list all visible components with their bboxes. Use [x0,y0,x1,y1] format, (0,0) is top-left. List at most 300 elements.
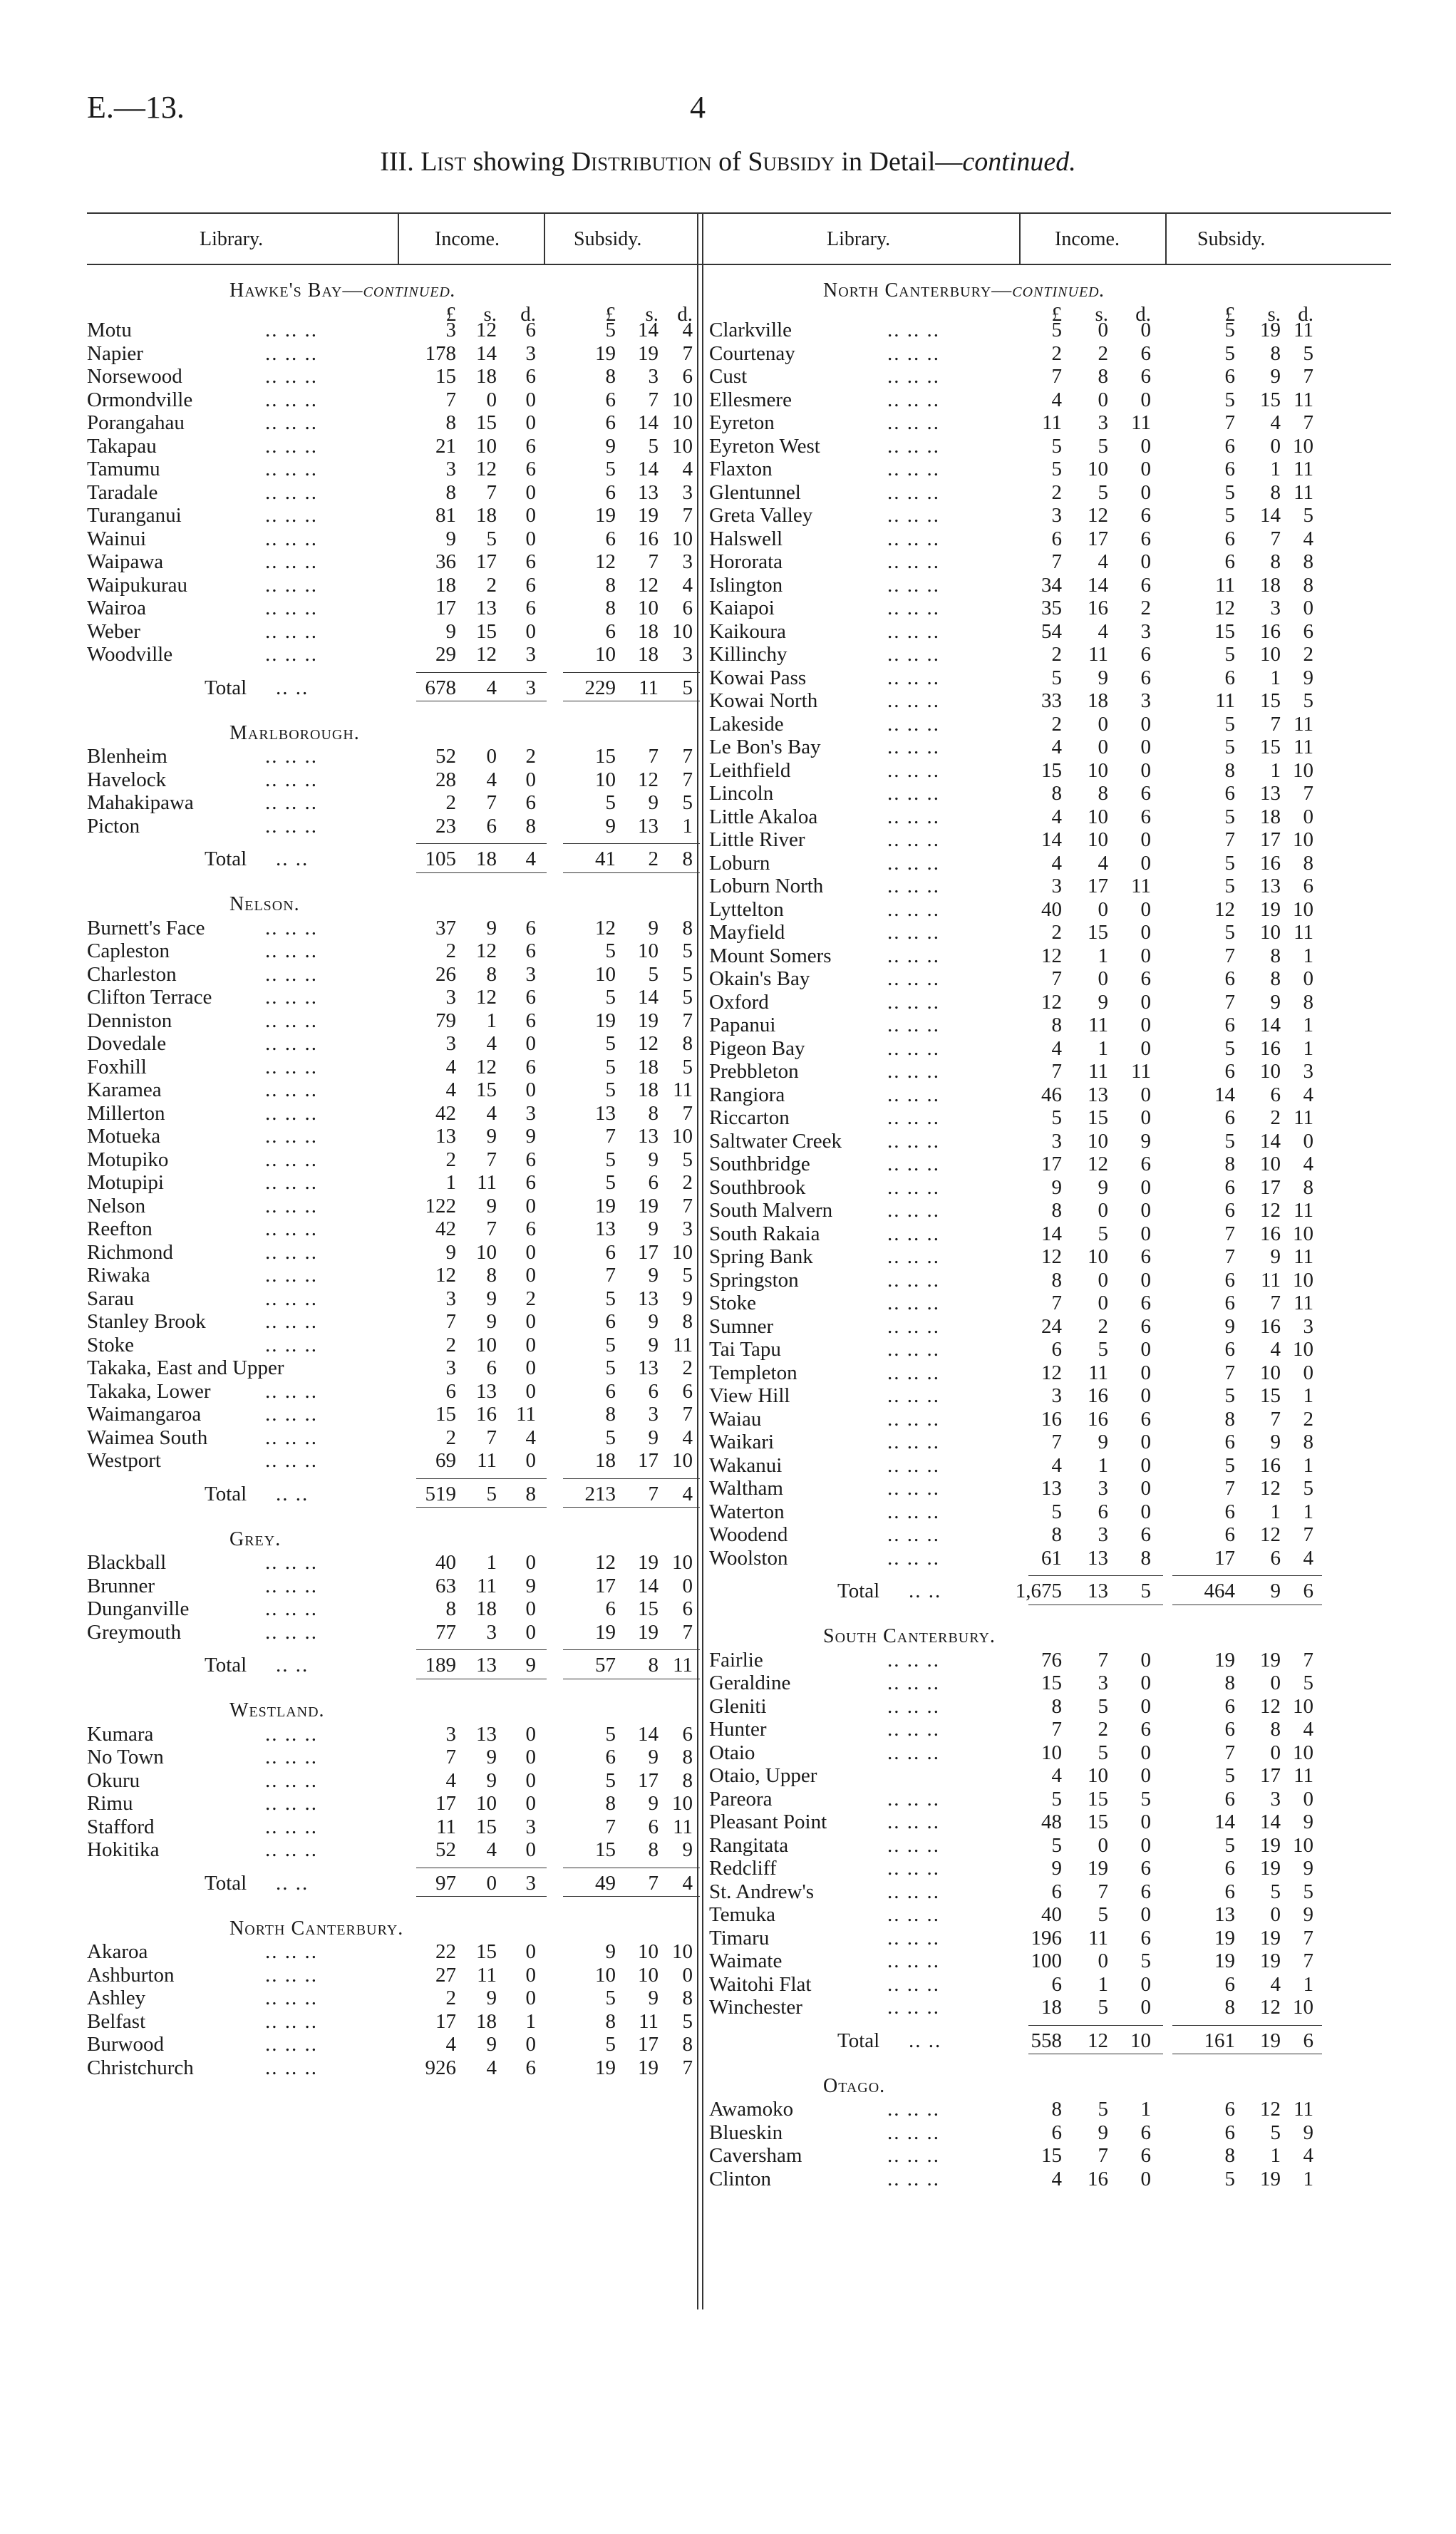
income-shillings: 18 [1088,689,1108,713]
subsidy-pence: 10 [1293,1996,1313,2019]
library-name: Southbridge [709,1153,810,1176]
total-rule [416,1896,547,1897]
library-name: Waitohi Flat [709,1972,812,1996]
subsidy-pounds: 6 [1224,550,1235,574]
income-pence: 0 [1140,1384,1151,1408]
subsidy-pence: 0 [1303,597,1313,620]
subsidy-pence: 6 [1303,2029,1313,2052]
subsidy-pounds: 5 [605,1287,616,1310]
income-shillings: 12 [476,986,497,1009]
library-name: Woolston [709,1546,788,1570]
library-name: Stanley Brook [87,1310,206,1334]
table-row [709,1672,1322,1695]
leader-dots: .. .. .. [887,365,940,388]
leader-dots: .. .. .. [887,1129,940,1153]
subsidy-pence: 8 [682,1746,693,1769]
subsidy-shillings: 15 [1260,736,1281,759]
table-row [709,1523,1322,1547]
table-row [709,643,1322,666]
library-name: Loburn [709,851,770,875]
income-shillings: 9 [486,1287,497,1310]
subsidy-pence: 5 [682,791,693,815]
leader-dots: .. .. .. [265,388,318,411]
subsidy-shillings: 7 [1270,1407,1281,1431]
subsidy-pence: 10 [1293,758,1313,782]
subsidy-shillings: 4 [1270,1972,1281,1996]
income-pence: 6 [1140,666,1151,689]
left-library-header: Library. [200,228,264,250]
income-shillings: 15 [1088,1106,1108,1130]
income-pounds: 18 [435,573,456,597]
subsidy-shillings: 12 [1260,1477,1281,1500]
subsidy-pence: 10 [672,1449,693,1473]
total-rule [1172,1575,1322,1576]
subsidy-pence: 10 [1293,434,1313,458]
table-row [87,1621,697,1644]
subsidy-shillings: 17 [1260,828,1281,852]
subsidy-pounds: 7 [1224,828,1235,852]
income-pence: 8 [525,1482,536,1505]
leader-dots: .. .. .. [265,1055,318,1078]
income-pence: 0 [1140,1175,1151,1199]
library-name: Westport [87,1449,161,1473]
unit-shilling: s. [645,302,659,326]
subsidy-pence: 5 [682,962,693,986]
income-pounds: 189 [425,1654,456,1677]
table-row [709,1269,1322,1292]
table-row [709,388,1322,412]
income-pounds: 48 [1041,1811,1062,1834]
income-pence: 9 [1140,1129,1151,1153]
income-shillings: 13 [1088,1083,1108,1106]
table-row [709,2121,1322,2145]
income-shillings: 5 [486,1482,497,1505]
subsidy-pounds: 15 [1214,619,1235,643]
leader-dots: .. .. .. [887,1153,940,1176]
subsidy-shillings: 0 [1270,1672,1281,1695]
income-shillings: 9 [1098,1431,1108,1454]
leader-dots: .. .. .. [887,666,940,689]
leader-dots: .. .. .. [265,1987,318,2010]
subsidy-shillings: 6 [648,1379,659,1403]
table-row [87,411,697,435]
leader-dots: .. .. .. [265,458,318,481]
income-pence: 1 [525,2009,536,2033]
income-pence: 6 [525,986,536,1009]
income-pounds: 26 [435,962,456,986]
subsidy-pence: 8 [1303,990,1313,1014]
subsidy-pounds: 7 [605,1125,616,1148]
income-pounds: 6 [445,1379,456,1403]
subsidy-shillings: 6 [648,1815,659,1838]
income-shillings: 18 [476,504,497,527]
income-pence: 5 [1140,1787,1151,1811]
subsidy-pence: 6 [1303,619,1313,643]
library-name: Courtenay [709,341,795,365]
total-label: Total [837,1580,880,1603]
subsidy-pence: 5 [682,1148,693,1171]
leader-dots: .. .. .. [265,1838,318,1862]
subsidy-shillings: 19 [638,1194,659,1217]
subsidy-shillings: 10 [638,1940,659,1964]
leader-dots: .. .. .. [265,480,318,504]
subsidy-pence: 11 [673,1815,693,1838]
subsidy-pounds: 11 [1215,689,1235,713]
income-shillings: 9 [1098,990,1108,1014]
income-pence: 6 [525,1148,536,1171]
title-prefix: III. [380,147,421,177]
subsidy-pence: 4 [682,1482,693,1505]
subsidy-pounds: 17 [1214,1546,1235,1570]
table-row [87,2010,697,2034]
subsidy-pounds: 8 [605,365,616,388]
subsidy-shillings: 16 [1260,1314,1281,1338]
subsidy-pounds: 49 [595,1871,616,1895]
income-pence: 0 [1140,712,1151,736]
table-row [87,1078,697,1102]
subsidy-pounds: 5 [605,791,616,815]
leader-dots: .. .. .. [887,1314,940,1338]
subsidy-pence: 3 [1303,1314,1313,1338]
table-row [87,1310,697,1334]
income-shillings: 0 [1098,319,1108,342]
income-pounds: 34 [1041,573,1062,597]
subsidy-pounds: 6 [1224,1175,1235,1199]
library-name: Ormondville [87,388,193,411]
leader-dots: .. .. .. [887,1338,940,1361]
table-row [709,1996,1322,2019]
income-shillings: 13 [1088,1546,1108,1570]
subsidy-shillings: 9 [648,791,659,815]
leader-dots: .. .. .. [265,1101,318,1125]
income-shillings: 12 [1088,504,1108,527]
subsidy-shillings: 7 [648,745,659,768]
table-row [87,1838,697,1862]
leader-dots: .. .. .. [887,782,940,805]
subsidy-shillings: 12 [1260,2098,1281,2121]
income-pence: 0 [1140,1477,1151,1500]
income-pence: 0 [1140,1083,1151,1106]
subsidy-pence: 1 [1303,944,1313,967]
income-shillings: 7 [486,791,497,815]
subsidy-pounds: 161 [1204,2029,1235,2052]
income-shillings: 4 [486,676,497,699]
income-pence: 6 [525,550,536,574]
subsidy-shillings: 12 [1260,1694,1281,1718]
total-row [87,1872,697,1895]
subsidy-shillings: 16 [638,527,659,550]
total-label: Total [205,676,247,699]
subsidy-shillings: 14 [638,986,659,1009]
library-name: Woodend [709,1523,788,1547]
income-pounds: 4 [1051,2167,1062,2190]
leader-dots: .. .. .. [887,1903,940,1927]
income-pence: 0 [525,2033,536,2056]
subsidy-shillings: 7 [1270,1292,1281,1315]
subsidy-pounds: 5 [1224,504,1235,527]
leader-dots: .. .. [909,2029,942,2052]
library-name: Wainui [87,527,147,550]
table-row [709,411,1322,435]
table-row [709,1788,1322,1811]
income-pounds: 13 [1041,1477,1062,1500]
leader-dots: .. .. .. [887,1672,940,1695]
unit-shilling: s. [483,302,497,326]
table-row [87,1551,697,1575]
income-pence: 10 [1130,2029,1151,2052]
table-row [709,1130,1322,1153]
leader-dots: .. .. .. [265,504,318,527]
subsidy-pence: 7 [682,1194,693,1217]
income-pounds: 40 [435,1551,456,1575]
income-pounds: 4 [1051,851,1062,875]
income-shillings: 9 [486,1125,497,1148]
leader-dots: .. .. .. [887,1268,940,1292]
subsidy-shillings: 8 [1270,480,1281,504]
subsidy-pounds: 5 [605,1722,616,1746]
income-pence: 0 [525,1838,536,1862]
income-pence: 0 [1140,1268,1151,1292]
leader-dots: .. .. .. [265,1333,318,1356]
income-pounds: 9 [445,527,456,550]
library-name: Okuru [87,1768,140,1792]
subsidy-pounds: 19 [595,341,616,365]
leader-dots: .. .. .. [887,504,940,527]
income-pounds: 7 [1051,1292,1062,1315]
subsidy-pounds: 6 [1224,1523,1235,1547]
subsidy-shillings: 0 [1270,434,1281,458]
subsidy-shillings: 15 [638,1597,659,1621]
leader-dots: .. .. .. [887,597,940,620]
subsidy-pounds: 6 [605,388,616,411]
subsidy-shillings: 4 [1270,411,1281,435]
subsidy-pence: 7 [1303,782,1313,805]
table-row [87,1287,697,1311]
income-pounds: 79 [435,1009,456,1032]
leader-dots: .. .. .. [265,1194,318,1217]
income-pounds: 3 [445,986,456,1009]
subsidy-pounds: 6 [1224,1268,1235,1292]
income-pence: 4 [525,1426,536,1449]
income-shillings: 14 [476,341,497,365]
income-pence: 6 [525,939,536,963]
table-row [709,1718,1322,1741]
income-pounds: 3 [445,1356,456,1380]
income-shillings: 8 [486,1264,497,1287]
library-name: Le Bon's Bay [709,736,821,759]
income-pence: 9 [525,1574,536,1597]
income-shillings: 1 [1098,1453,1108,1477]
library-name: Eyreton West [709,434,820,458]
subsidy-pence: 5 [682,986,693,1009]
subsidy-shillings: 7 [648,1482,659,1505]
income-pounds: 11 [1042,411,1062,435]
subsidy-pence: 1 [1303,1384,1313,1408]
subsidy-shillings: 18 [1260,805,1281,828]
section-name: Otago. [823,2074,886,2097]
subsidy-pounds: 9 [605,814,616,838]
income-pence: 6 [525,319,536,342]
subsidy-pounds: 13 [595,1217,616,1241]
table-row [709,898,1322,922]
income-pounds: 8 [1051,1199,1062,1222]
library-name: Karamea [87,1078,162,1102]
income-pence: 3 [525,962,536,986]
subsidy-pence: 11 [1294,319,1313,342]
income-pence: 0 [1140,1014,1151,1037]
income-pounds: 69 [435,1449,456,1473]
leader-dots: .. .. .. [265,1574,318,1597]
section-heading [229,722,360,745]
table-row [87,1032,697,1056]
subsidy-pounds: 5 [1224,1453,1235,1477]
subsidy-pence: 5 [1303,689,1313,713]
library-name: Burnett's Face [87,916,205,939]
income-shillings: 0 [1098,1199,1108,1222]
table-row [709,1973,1322,1997]
subsidy-pounds: 5 [1224,805,1235,828]
table-row [709,1153,1322,1176]
subsidy-shillings: 14 [1260,1014,1281,1037]
leader-dots: .. .. .. [887,1950,940,1973]
subsidy-pounds: 8 [1224,1153,1235,1176]
income-shillings: 12 [476,643,497,666]
subsidy-pounds: 6 [1224,1694,1235,1718]
table-row [87,1356,697,1380]
subsidy-shillings: 8 [648,1654,659,1677]
income-pounds: 17 [435,1792,456,1815]
subsidy-pounds: 5 [1224,921,1235,944]
subsidy-pence: 8 [682,1987,693,2010]
income-pounds: 4 [1051,1764,1062,1788]
subsidy-pence: 10 [1293,1268,1313,1292]
library-name: Awamoko [709,2098,794,2121]
leader-dots: .. .. .. [887,1175,940,1199]
subsidy-pence: 7 [682,768,693,791]
total-rule [563,843,700,844]
table-row [709,1245,1322,1269]
income-pounds: 7 [445,1746,456,1769]
library-name: Waterton [709,1500,785,1523]
subsidy-shillings: 3 [648,1403,659,1426]
leader-dots: .. .. .. [265,434,318,458]
subsidy-pence: 8 [1303,851,1313,875]
subsidy-pounds: 12 [1214,897,1235,921]
total-label: Total [205,1654,247,1677]
subsidy-pounds: 12 [595,1551,616,1575]
subsidy-shillings: 18 [1260,573,1281,597]
table-row [87,388,697,412]
subsidy-shillings: 6 [1270,1546,1281,1570]
subsidy-pounds: 213 [584,1482,616,1505]
subsidy-pence: 10 [672,434,693,458]
leader-dots: .. .. .. [265,745,318,768]
document-code: E.—13. [87,90,185,125]
subsidy-pounds: 8 [605,573,616,597]
subsidy-shillings: 18 [638,1055,659,1078]
subsidy-pence: 1 [1303,2167,1313,2190]
leader-dots: .. .. .. [887,1222,940,1245]
income-pounds: 18 [1041,1996,1062,2019]
income-pence: 0 [525,1356,536,1380]
table-row [709,527,1322,551]
subsidy-shillings: 7 [648,388,659,411]
library-name: Pigeon Bay [709,1036,805,1060]
subsidy-pounds: 7 [1224,944,1235,967]
subsidy-pounds: 7 [1224,411,1235,435]
unit-pence: d. [1135,302,1151,326]
income-pence: 0 [525,480,536,504]
income-shillings: 3 [1098,1672,1108,1695]
income-pounds: 4 [445,2033,456,2056]
leader-dots: .. .. .. [265,319,318,342]
income-pounds: 3 [445,1287,456,1310]
subsidy-shillings: 17 [638,1240,659,1264]
income-pounds: 100 [1031,1950,1062,1973]
subsidy-pounds: 7 [1224,1245,1235,1269]
table-row [709,1500,1322,1524]
library-name: Dovedale [87,1032,167,1056]
income-shillings: 9 [486,2033,497,2056]
subsidy-pounds: 6 [605,411,616,435]
subsidy-pounds: 6 [1224,1431,1235,1454]
subsidy-pence: 5 [1303,341,1313,365]
subsidy-pence: 9 [1303,1903,1313,1927]
income-pence: 0 [525,619,536,643]
income-shillings: 11 [1088,1060,1108,1083]
subsidy-shillings: 19 [1260,2029,1281,2052]
income-pence: 0 [1140,1903,1151,1927]
income-pence: 0 [1140,1672,1151,1695]
leader-dots: .. .. .. [887,2167,940,2190]
leader-dots: .. .. [276,1654,309,1677]
income-shillings: 15 [476,1078,497,1102]
income-shillings: 11 [477,1574,497,1597]
subsidy-shillings: 19 [638,1551,659,1575]
table-row [709,1315,1322,1339]
subsidy-pence: 5 [1303,504,1313,527]
income-pounds: 12 [1041,990,1062,1014]
subsidy-shillings: 19 [1260,1833,1281,1857]
income-pence: 0 [525,1032,536,1056]
subsidy-shillings: 6 [1270,1083,1281,1106]
table-row [87,458,697,481]
subsidy-pounds: 5 [1224,319,1235,342]
subsidy-pence: 4 [682,1426,693,1449]
library-name: Blackball [87,1551,167,1575]
subsidy-shillings: 9 [648,1333,659,1356]
income-pence: 2 [1140,597,1151,620]
leader-dots: .. .. .. [265,643,318,666]
income-shillings: 5 [1098,1694,1108,1718]
subsidy-shillings: 13 [1260,875,1281,898]
income-shillings: 9 [486,1310,497,1334]
subsidy-pounds: 5 [1224,1384,1235,1408]
table-row [709,458,1322,481]
subsidy-shillings: 19 [1260,1950,1281,1973]
income-shillings: 13 [476,1379,497,1403]
table-row [709,620,1322,644]
table-row [87,319,697,342]
table-row [87,527,697,551]
subsidy-pence: 1 [1303,1014,1313,1037]
income-pence: 0 [1140,1500,1151,1523]
leader-dots: .. .. .. [265,916,318,939]
leader-dots: .. .. .. [265,1746,318,1769]
income-pounds: 97 [435,1871,456,1895]
leader-dots: .. .. .. [887,967,940,991]
subsidy-pounds: 6 [605,619,616,643]
